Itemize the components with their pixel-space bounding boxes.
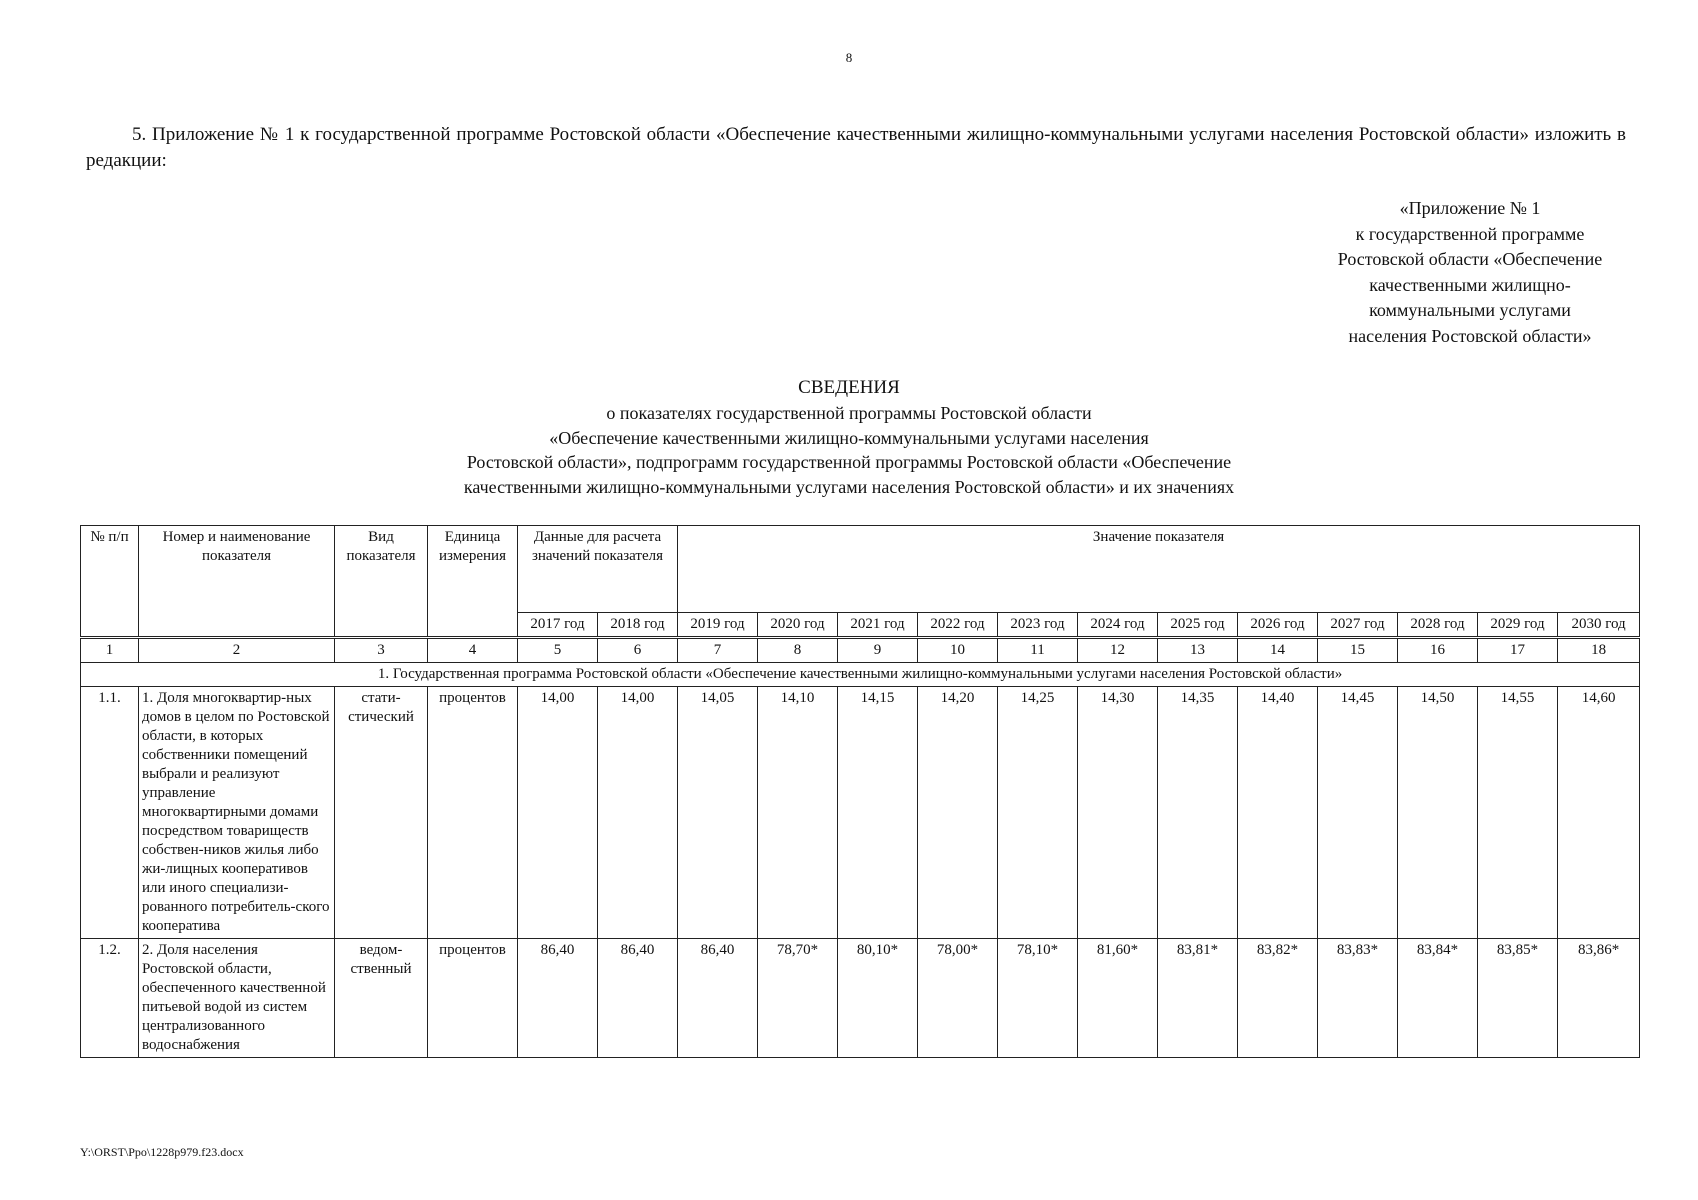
page-number: 8 — [845, 50, 853, 65]
file-path-footer: Y:\ORST\Ppo\1228p979.f23.docx — [80, 1145, 244, 1159]
indicator-value: 78,10* — [998, 939, 1078, 1058]
indicator-value: 14,50 — [1398, 687, 1478, 939]
header-year: 2022 год — [918, 613, 998, 638]
header-year: 2026 год — [1238, 613, 1318, 638]
header-year: 2024 год — [1078, 613, 1158, 638]
header-values: Значение показателя — [678, 526, 1640, 613]
indicator-value: 14,00 — [518, 687, 598, 939]
appendix-line: к государственной программе — [1355, 223, 1585, 244]
indicator-value: 14,05 — [678, 687, 758, 939]
appendix-caption — [1290, 196, 1650, 349]
indicator-value: 14,15 — [838, 687, 918, 939]
header-year: 2019 год — [678, 613, 758, 638]
amendment-paragraph: 5. Приложение № 1 к государственной программе Ростовской области «Обеспечение качественными жилищно-коммунальными услугами населения Ростовской области» изложить в редакции: — [86, 124, 1626, 171]
heading-subtitle-line: Ростовской области», подпрограмм государственной программы Ростовской области «Обеспечение — [466, 452, 1232, 472]
column-number: 8 — [758, 638, 838, 663]
indicator-value: 14,55 — [1478, 687, 1558, 939]
header-type: Вид показателя — [335, 526, 428, 638]
row-number: 1.2. — [81, 939, 139, 1058]
column-number: 7 — [678, 638, 758, 663]
section-title: 1. Государственная программа Ростовской области «Обеспечение качественными жилищно-коммунальными услугами населения Ростовской области» — [81, 663, 1640, 687]
indicator-value: 83,83* — [1318, 939, 1398, 1058]
indicator-type: ведом-ственный — [335, 939, 428, 1058]
indicator-value: 14,60 — [1558, 687, 1640, 939]
indicator-value: 83,84* — [1398, 939, 1478, 1058]
header-year: 2028 год — [1398, 613, 1478, 638]
section-row — [81, 663, 1640, 687]
indicator-value: 81,60* — [1078, 939, 1158, 1058]
column-number: 5 — [518, 638, 598, 663]
indicator-value: 14,30 — [1078, 687, 1158, 939]
header-year: 2030 год — [1558, 613, 1640, 638]
column-number: 17 — [1478, 638, 1558, 663]
heading-subtitle-line: «Обеспечение качественными жилищно-коммунальными услугами населения — [549, 427, 1149, 448]
header-data: Данные для расчета значений показателя — [518, 526, 678, 613]
header-year: 2017 год — [518, 613, 598, 638]
indicator-value: 78,70* — [758, 939, 838, 1058]
row-number: 1.1. — [81, 687, 139, 939]
indicator-value: 86,40 — [598, 939, 678, 1058]
heading-subtitle-line: о показателях государственной программы Ростовской области — [606, 403, 1092, 423]
indicator-value: 14,40 — [1238, 687, 1318, 939]
indicator-value: 78,00* — [918, 939, 998, 1058]
header-year: 2018 год — [598, 613, 678, 638]
indicator-value: 14,10 — [758, 687, 838, 939]
column-number: 2 — [139, 638, 335, 663]
column-number: 6 — [598, 638, 678, 663]
header-year: 2021 год — [838, 613, 918, 638]
header-name: Номер и наименование показателя — [139, 526, 335, 638]
indicator-value: 80,10* — [838, 939, 918, 1058]
column-number: 3 — [335, 638, 428, 663]
indicator-value: 83,82* — [1238, 939, 1318, 1058]
indicator-value: 14,45 — [1318, 687, 1398, 939]
appendix-line: качественными жилищно- — [1369, 274, 1571, 295]
column-number: 9 — [838, 638, 918, 663]
column-number: 4 — [428, 638, 518, 663]
header-year: 2020 год — [758, 613, 838, 638]
indicator-value: 83,86* — [1558, 939, 1640, 1058]
document-heading — [0, 375, 1698, 499]
indicator-value: 14,20 — [918, 687, 998, 939]
indicator-unit: процентов — [428, 687, 518, 939]
indicator-value: 14,25 — [998, 687, 1078, 939]
column-number: 18 — [1558, 638, 1640, 663]
column-number: 11 — [998, 638, 1078, 663]
indicator-value: 86,40 — [678, 939, 758, 1058]
indicator-name: 2. Доля населения Ростовской области, обеспеченного качественной питьевой водой из систем централизованного водоснабжения — [139, 939, 335, 1058]
appendix-line: «Приложение № 1 — [1399, 198, 1541, 218]
column-number: 13 — [1158, 638, 1238, 663]
column-number: 15 — [1318, 638, 1398, 663]
appendix-line: населения Ростовской области» — [1348, 325, 1592, 346]
column-number: 16 — [1398, 638, 1478, 663]
indicator-type: стати-стический — [335, 687, 428, 939]
appendix-line: коммунальными услугами — [1369, 300, 1571, 320]
header-year: 2023 год — [998, 613, 1078, 638]
table-row — [81, 939, 1640, 1058]
heading-title: СВЕДЕНИЯ — [798, 377, 900, 398]
header-unit: Единица измерения — [428, 526, 518, 638]
column-number: 1 — [81, 638, 139, 663]
indicator-value: 83,81* — [1158, 939, 1238, 1058]
indicator-value: 86,40 — [518, 939, 598, 1058]
column-number-row — [81, 638, 1640, 663]
appendix-line: Ростовской области «Обеспечение — [1337, 249, 1603, 269]
indicator-value: 14,35 — [1158, 687, 1238, 939]
header-year: 2029 год — [1478, 613, 1558, 638]
table-row — [81, 687, 1640, 939]
indicators-table — [80, 525, 1640, 1058]
header-num: № п/п — [81, 526, 139, 638]
indicator-value: 83,85* — [1478, 939, 1558, 1058]
column-number: 10 — [918, 638, 998, 663]
header-year: 2027 год — [1318, 613, 1398, 638]
indicator-name: 1. Доля многоквартир-ных домов в целом по Ростовской области, в которых собственники помещений выбрали и реализуют управление многоквартирными домами посредством товариществ собствен-ников жилья либо жи-лищных кооперативов или иного специализи-рованного потребитель-ского кооператива — [139, 687, 335, 939]
header-year: 2025 год — [1158, 613, 1238, 638]
indicator-value: 14,00 — [598, 687, 678, 939]
indicator-unit: процентов — [428, 939, 518, 1058]
heading-subtitle-line: качественными жилищно-коммунальными услугами населения Ростовской области» и их значениях — [463, 476, 1235, 497]
column-number: 12 — [1078, 638, 1158, 663]
column-number: 14 — [1238, 638, 1318, 663]
